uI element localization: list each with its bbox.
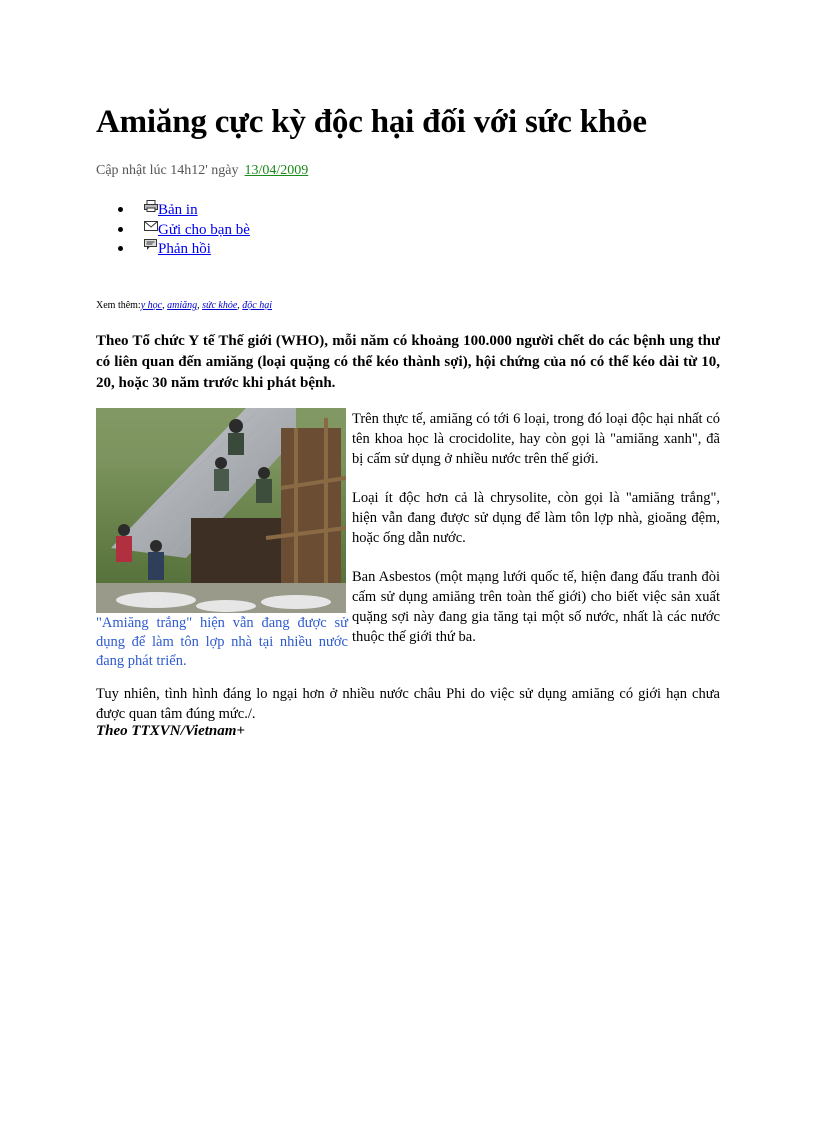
side-paragraph: Trên thực tế, amiăng có tới 6 loại, trong đó loại độc hại nhất có tên khoa học là crocidolite, hay còn gọi là "amiăng xanh", đã bị cấm sử dụng ở nhiều nước trên thế giới. [352, 411, 720, 467]
action-email[interactable] [96, 220, 250, 240]
article-source: Theo TTXVN/Vietnam+ [96, 723, 245, 739]
closing-paragraph: Tuy nhiên, tình hình đáng lo ngại hơn ở nhiều nước châu Phi do việc sử dụng amiăng có giới hạn chưa được quan tâm đúng mức./. [96, 686, 720, 722]
updated-line [96, 163, 308, 179]
feedback-link[interactable]: Phản hồi [158, 241, 211, 257]
tag-link[interactable]: amiăng [167, 300, 198, 311]
side-paragraph: Ban Asbestos (một mạng lưới quốc tế, hiện đang đấu tranh đòi cấm sử dụng amiăng trên toàn thế giới) cho biết việc sản xuất quặng sợi này đang gia tăng tại một số nước, nhất là các nước thuộc thế giới thứ ba. [352, 569, 720, 645]
print-link[interactable]: Bản in [158, 202, 198, 218]
send-to-friend-link[interactable]: Gửi cho bạn bè [158, 221, 250, 238]
tag-link[interactable]: y học [140, 300, 163, 311]
article-title: Amiăng cực kỳ độc hại đối với sức khỏe [96, 104, 647, 140]
bullet [118, 227, 123, 232]
printer-icon [144, 200, 158, 212]
see-more-label: Xem thêm: [96, 300, 141, 311]
side-paragraph: Loại ít độc hơn cả là chrysolite, còn gọi là "amiăng trắng", hiện vẫn đang được sử dụng để làm tôn lợp nhà, gioăng đệm, hoặc ống dẫn nước. [352, 490, 720, 546]
bullet [118, 207, 123, 212]
side-text [352, 409, 720, 666]
roof-workers-photo [96, 408, 346, 613]
bullet [118, 246, 123, 251]
action-print[interactable] [96, 200, 250, 220]
photo-caption: "Amiăng trắng" hiện vẫn đang được sử dụng để làm tôn lợp nhà tại nhiều nước đang phát triển. [96, 615, 348, 669]
feedback-icon [144, 239, 158, 251]
see-more: Xem thêm:y học, amiăng, sức khỏe, độc hại [96, 300, 272, 311]
lead-paragraph: Theo Tổ chức Y tế Thế giới (WHO), mỗi năm có khoảng 100.000 người chết do các bệnh ung thư có liên quan đến amiăng (loại quặng có thể kéo thành sợi), hội chứng của nó có thể kéo dài từ 10, 20, hoặc 30 năm trước khi phát bệnh. [96, 333, 720, 391]
article-photo [96, 408, 346, 613]
updated-prefix: Cập nhật lúc 14h12' ngày [96, 163, 239, 178]
updated-date-link[interactable]: 13/04/2009 [244, 163, 309, 178]
article-actions [96, 200, 250, 259]
envelope-icon [144, 220, 158, 232]
action-feedback[interactable] [96, 239, 250, 259]
tag-link[interactable]: độc hại [242, 300, 272, 311]
tag-link[interactable]: sức khỏe [202, 300, 238, 311]
